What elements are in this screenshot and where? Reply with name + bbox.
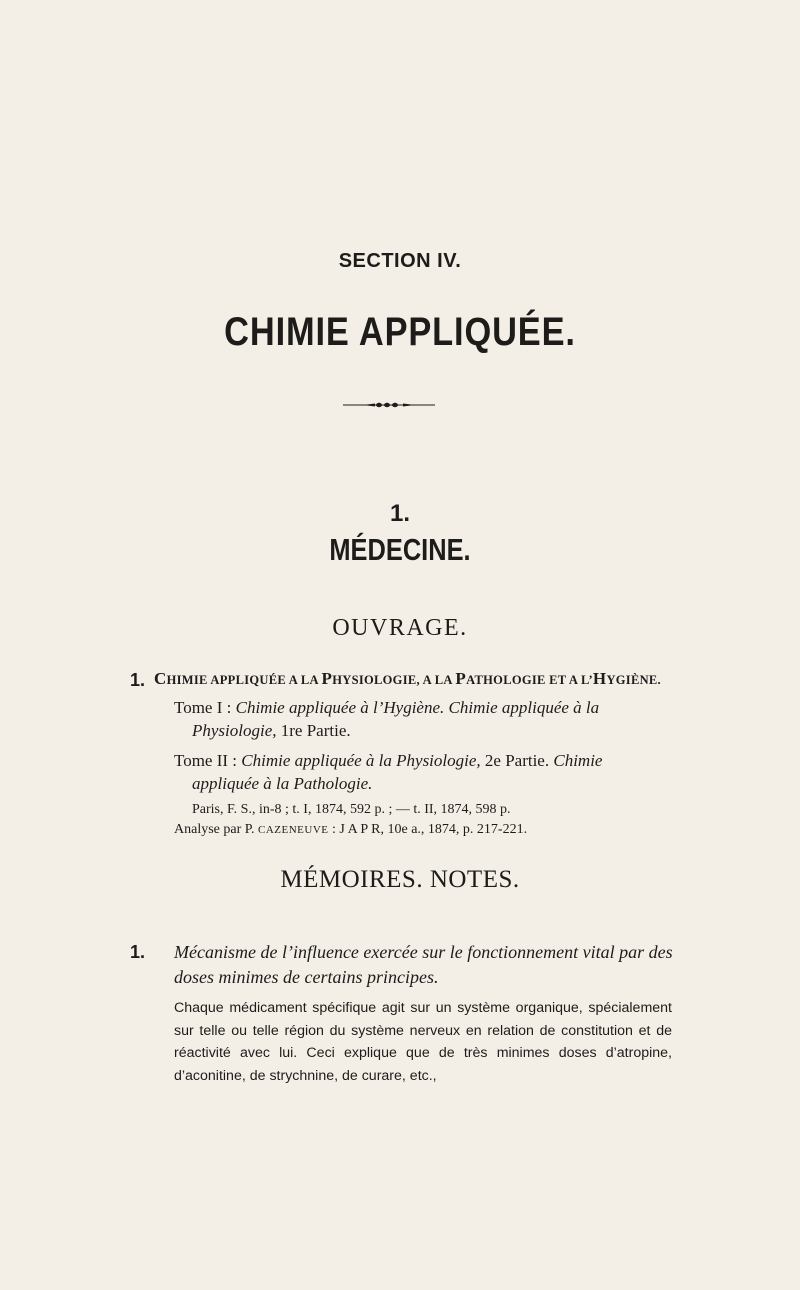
tome2-line-cont: appliquée à la Pathologie. [192,774,373,793]
subsection-number: 1. [389,500,410,527]
ouvrage-entry-number: 1. [130,670,146,690]
ornamental-rule [343,402,435,408]
tome1-line: Tome I : Chimie appliquée à l’Hygiène. Chimie appliquée à la [174,698,600,717]
publication-line: Paris, F. S., in-8 ; t. I, 1874, 592 p. ; — t. II, 1874, 598 p. [192,802,511,817]
memoires-heading: MÉMOIRES. NOTES. [280,866,520,893]
analyse-line: Analyse par P. CAZENEUVE : J A P R, 10e a., 1874, p. 217-221. [174,822,528,837]
tome1-line-cont: Physiologie, 1re Partie. [192,721,351,740]
memoire-title: Mécanisme de l’influence exercée sur le fonctionnement vital par des doses minimes de certains principes. [174,942,673,987]
tome2-line: Tome II : Chimie appliquée à la Physiologie, 2e Partie. Chimie [174,751,603,770]
ouvrage-heading: OUVRAGE. [332,615,468,641]
subsection-title: MÉDECINE. [329,532,471,567]
memoire-body-text: Chaque médicament spécifique agit sur un système organique, spécialement sur telle ou telle région du système nerveux en relation de constitution et de réactivité avec lui. Ceci explique que de très minimes doses d’atropine, d’aconitine, de strychnine, de curare, etc., [174,1000,672,1084]
chapter-title: CHIMIE APPLIQUÉE. [224,310,576,354]
section-heading: SECTION IV. [338,250,462,272]
ouvrage-entry-title: CHIMIE APPLIQUÉE A LA PHYSIOLOGIE, A LA PATHOLOGIE ET A L’HYGIÈNE. [154,669,661,688]
memoire-entry-number: 1. [130,942,146,962]
